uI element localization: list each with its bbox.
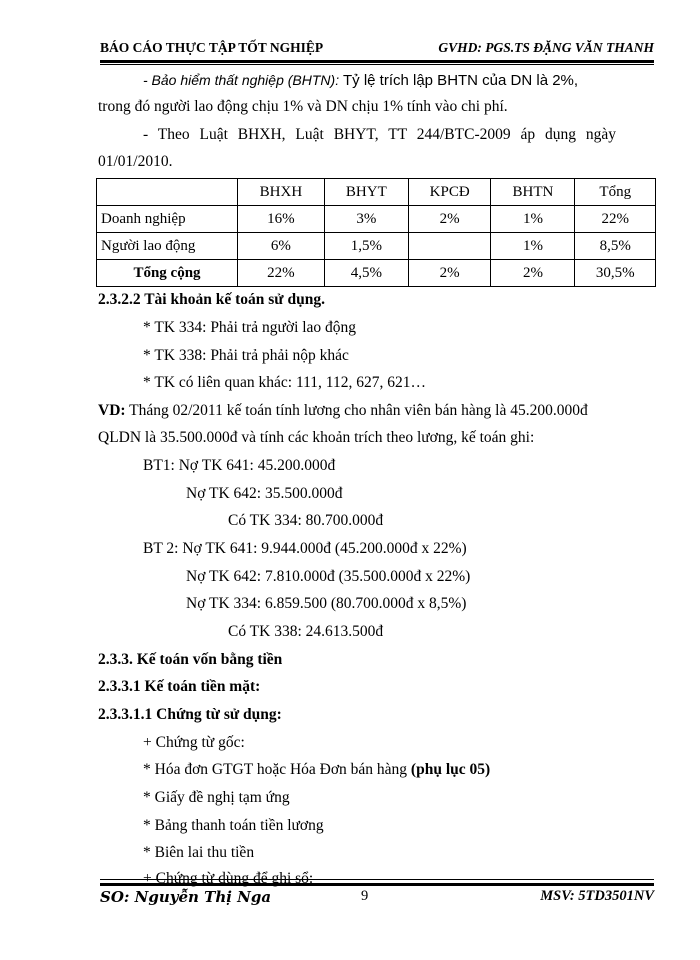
table-header-cell: Tổng bbox=[575, 179, 656, 206]
footer-rule bbox=[100, 883, 654, 886]
table-row-label: Tổng cộng bbox=[97, 260, 238, 287]
table-cell: 2% bbox=[491, 260, 575, 287]
table-row bbox=[97, 206, 656, 233]
table-cell: 22% bbox=[575, 206, 656, 233]
table-header-cell: BHYT bbox=[324, 179, 408, 206]
table-header-row bbox=[97, 179, 656, 206]
list-item: * Giấy đề nghị tạm ứng bbox=[143, 789, 290, 806]
header-rule-thin bbox=[100, 64, 654, 65]
table-header-cell: KPCĐ bbox=[408, 179, 491, 206]
example-line1 bbox=[98, 401, 588, 421]
footer-student-name: SO: Nguyễn Thị Nga bbox=[100, 888, 272, 906]
table-cell: 22% bbox=[238, 260, 325, 287]
table-cell: 2% bbox=[408, 206, 491, 233]
entry-bt2-credit-338: Có TK 338: 24.613.500đ bbox=[228, 623, 384, 640]
list-item: * Bảng thanh toán tiền lương bbox=[143, 817, 324, 834]
table-total-row bbox=[97, 260, 656, 287]
entry-bt2-debit-334: Nợ TK 334: 6.859.500 (80.700.000đ x 8,5%) bbox=[186, 595, 467, 612]
bhtn-label: - Bảo hiểm thất nghiệp (BHTN): bbox=[143, 72, 340, 88]
list-item: + Chứng từ dùng để ghi sổ: bbox=[143, 870, 314, 887]
section-heading-233: 2.3.3. Kế toán vốn bằng tiền bbox=[98, 651, 283, 668]
table-row-label: Doanh nghiệp bbox=[97, 206, 238, 233]
section-heading-2331: 2.3.3.1 Kế toán tiền mặt: bbox=[98, 678, 261, 695]
bhtn-text: Tỷ lệ trích lập BHTN của DN là 2%, bbox=[339, 72, 579, 89]
table-cell: 3% bbox=[324, 206, 408, 233]
page-header bbox=[100, 40, 654, 60]
list-item-text: * Hóa đơn GTGT hoặc Hóa Đơn bán hàng bbox=[143, 761, 411, 778]
table-row-label: Người lao động bbox=[97, 233, 238, 260]
list-item: * TK 338: Phải trả phải nộp khác bbox=[143, 347, 349, 364]
table-header-cell: BHTN bbox=[491, 179, 575, 206]
footer-rule-thin bbox=[100, 879, 654, 880]
header-rule bbox=[100, 60, 654, 63]
bhtn-paragraph bbox=[143, 70, 578, 91]
page-number: 9 bbox=[361, 888, 369, 904]
section-heading-2322: 2.3.2.2 Tài khoản kế toán sử dụng. bbox=[98, 291, 325, 308]
entry-bt1-credit-334: Có TK 334: 80.700.000đ bbox=[228, 512, 384, 529]
table-cell: 4,5% bbox=[324, 260, 408, 287]
bhtn-line2: trong đó người lao động chịu 1% và DN chịu 1% tính vào chi phí. bbox=[98, 98, 508, 115]
entry-bt1-debit-641: BT1: Nợ TK 641: 45.200.000đ bbox=[143, 457, 336, 474]
table-cell: 1% bbox=[491, 206, 575, 233]
entry-bt1-debit-642: Nợ TK 642: 35.500.000đ bbox=[186, 485, 343, 502]
section-heading-23311: 2.3.3.1.1 Chứng từ sử dụng: bbox=[98, 706, 282, 723]
footer-student-id: MSV: 5TD3501NV bbox=[540, 888, 654, 904]
law-line1: - Theo Luật BHXH, Luật BHYT, TT 244/BTC-2009 áp dụng ngày bbox=[143, 126, 616, 143]
table-row bbox=[97, 233, 656, 260]
entry-bt2-debit-642: Nợ TK 642: 7.810.000đ (35.500.000đ x 22%) bbox=[186, 568, 471, 585]
table-cell: 1,5% bbox=[324, 233, 408, 260]
table-cell: 6% bbox=[238, 233, 325, 260]
list-item bbox=[143, 760, 490, 780]
header-supervisor: GVHD: PGS.TS ĐẶNG VĂN THANH bbox=[438, 40, 654, 55]
table-header-cell: BHXH bbox=[238, 179, 325, 206]
list-item: + Chứng từ gốc: bbox=[143, 734, 245, 751]
table-cell: 16% bbox=[238, 206, 325, 233]
table-cell: 1% bbox=[491, 233, 575, 260]
table-cell: 30,5% bbox=[575, 260, 656, 287]
table-cell: 2% bbox=[408, 260, 491, 287]
entry-bt2-debit-641: BT 2: Nợ TK 641: 9.944.000đ (45.200.000đ x 22%) bbox=[143, 540, 467, 557]
appendix-reference: (phụ lục 05) bbox=[410, 761, 491, 778]
contribution-rates-table bbox=[96, 178, 656, 287]
example-text: Tháng 02/2011 kế toán tính lương cho nhân viên bán hàng là 45.200.000đ bbox=[125, 402, 588, 419]
list-item: * TK có liên quan khác: 111, 112, 627, 621… bbox=[143, 374, 426, 391]
table-cell bbox=[408, 233, 491, 260]
table-cell: 8,5% bbox=[575, 233, 656, 260]
law-line2: 01/01/2010. bbox=[98, 153, 173, 170]
list-item: * Biên lai thu tiền bbox=[143, 844, 255, 861]
list-item: * TK 334: Phải trả người lao động bbox=[143, 319, 357, 336]
example-line2: QLDN là 35.500.000đ và tính các khoản trích theo lương, kế toán ghi: bbox=[98, 429, 535, 446]
example-label: VD: bbox=[98, 402, 126, 419]
table-header-cell bbox=[97, 179, 238, 206]
header-title: BÁO CÁO THỰC TẬP TỐT NGHIỆP bbox=[100, 40, 324, 55]
